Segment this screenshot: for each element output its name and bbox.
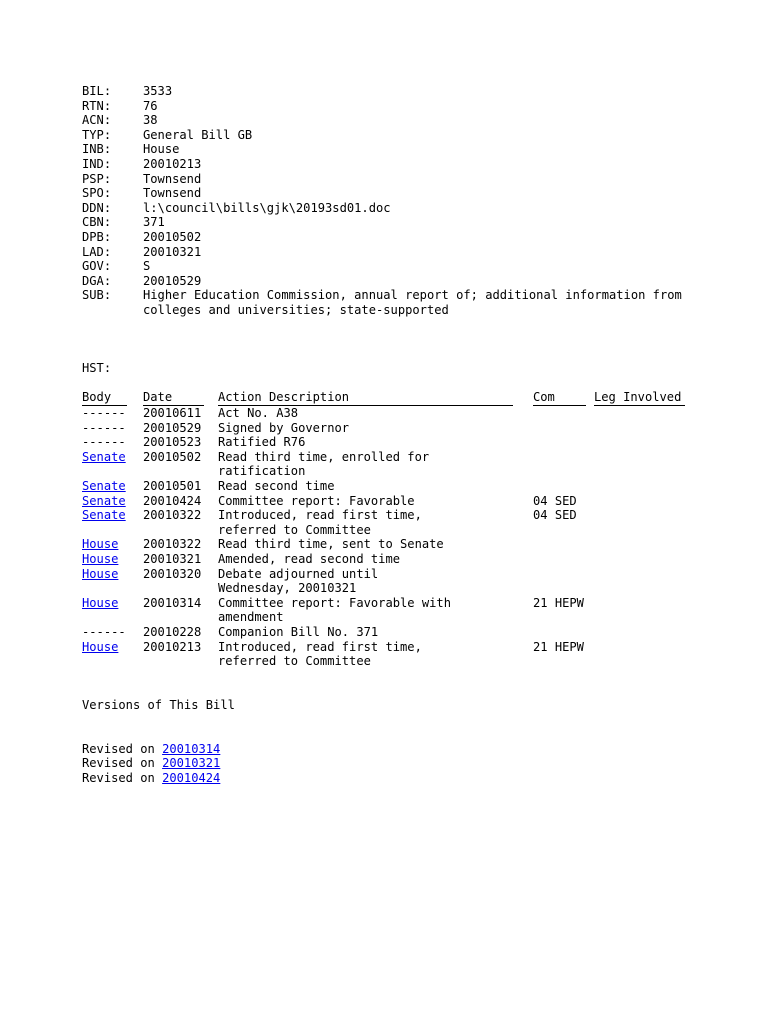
row-leg	[592, 406, 687, 421]
field-row	[82, 288, 722, 317]
row-date: 20010424	[143, 493, 202, 508]
row-description: Introduced, read first time, referred to Committee	[218, 508, 422, 537]
field-row	[82, 84, 722, 99]
row-com: 21 HEPW	[533, 595, 584, 610]
row-date: 20010228	[143, 624, 202, 639]
version-row	[82, 756, 722, 771]
field-value: 20010502	[143, 229, 202, 244]
body-link[interactable]: Senate	[82, 479, 126, 494]
row-date: 20010320	[143, 566, 202, 581]
row-date: 20010611	[143, 406, 202, 421]
row-com: 21 HEPW	[533, 639, 584, 654]
body-text: ------	[82, 406, 126, 421]
history-label: HST:	[82, 361, 112, 376]
row-leg	[592, 640, 687, 669]
row-description: Introduced, read first time, referred to Committee	[218, 639, 422, 669]
history-row	[80, 567, 687, 596]
row-description: Ratified R76	[218, 435, 306, 450]
field-row	[82, 157, 722, 172]
field-value: General Bill GB	[143, 127, 253, 142]
history-row	[80, 537, 687, 552]
body-link[interactable]: Senate	[82, 508, 126, 523]
row-com	[531, 435, 592, 450]
row-com	[531, 625, 592, 640]
history-row	[80, 552, 687, 567]
bill-fields	[82, 84, 722, 318]
field-key: LAD:	[82, 244, 112, 259]
row-com	[531, 567, 592, 596]
field-key: CBN:	[82, 215, 112, 230]
history-row	[80, 421, 687, 436]
header-body: Body	[82, 390, 112, 405]
field-key: SPO:	[82, 186, 112, 201]
row-description: Debate adjourned until Wednesday, 20010321	[218, 566, 379, 596]
row-date: 20010213	[143, 639, 202, 654]
row-leg	[592, 494, 687, 509]
field-value: S	[143, 259, 151, 274]
field-key: IND:	[82, 156, 112, 171]
row-com	[531, 406, 592, 421]
row-com	[531, 450, 592, 479]
versions-list	[82, 742, 722, 786]
row-date: 20010523	[143, 435, 202, 450]
row-date: 20010322	[143, 508, 202, 523]
row-description: Read third time, sent to Senate	[218, 537, 444, 552]
row-date: 20010501	[143, 479, 202, 494]
field-value: 76	[143, 98, 158, 113]
history-row	[80, 640, 687, 669]
field-key: DGA:	[82, 273, 112, 288]
row-date: 20010529	[143, 420, 202, 435]
field-row	[82, 245, 722, 260]
field-value: 20010529	[143, 273, 202, 288]
row-date: 20010314	[143, 595, 202, 610]
body-link[interactable]: House	[82, 552, 119, 566]
row-com	[531, 479, 592, 494]
row-date: 20010502	[143, 449, 202, 464]
row-com: 04 SED	[533, 508, 577, 523]
row-leg	[592, 567, 687, 596]
field-row	[82, 113, 722, 128]
version-prefix: Revised on	[82, 756, 155, 771]
row-com: 04 SED	[533, 493, 577, 508]
version-link[interactable]: 20010314	[162, 741, 221, 756]
field-value: House	[143, 142, 180, 157]
row-description: Companion Bill No. 371	[218, 624, 379, 639]
field-row	[82, 259, 722, 274]
field-value: Townsend	[143, 171, 202, 186]
header-leg: Leg Involved	[594, 390, 682, 405]
row-description: Amended, read second time	[218, 552, 401, 566]
field-value: 20010213	[143, 156, 202, 171]
row-description: Committee report: Favorable	[218, 493, 415, 508]
row-date: 20010322	[143, 537, 202, 552]
row-leg	[592, 625, 687, 640]
row-leg	[592, 508, 687, 537]
version-row	[82, 771, 722, 786]
field-row	[82, 274, 722, 289]
field-value: 3533	[143, 84, 173, 98]
body-text: ------	[82, 624, 126, 639]
history-row	[80, 494, 687, 509]
field-row	[82, 99, 722, 114]
row-leg	[592, 435, 687, 450]
field-key: INB:	[82, 142, 112, 157]
header-date: Date	[143, 390, 173, 405]
row-date: 20010321	[143, 552, 202, 566]
field-row	[82, 230, 722, 245]
field-value: Higher Education Commission, annual report of; additional information from colleges and universities; state-supported	[143, 288, 682, 317]
field-row	[82, 142, 722, 157]
body-text: ------	[82, 435, 126, 450]
field-key: GOV:	[82, 259, 112, 274]
history-row	[80, 450, 687, 479]
row-description: Read second time	[218, 479, 335, 494]
version-prefix: Revised on	[82, 741, 155, 756]
field-value: 371	[143, 215, 165, 230]
history-table	[80, 390, 687, 668]
row-leg	[592, 421, 687, 436]
history-row	[80, 435, 687, 450]
body-link[interactable]: Senate	[82, 493, 126, 508]
row-com	[531, 537, 592, 552]
version-row	[82, 742, 722, 757]
row-description: Act No. A38	[218, 406, 299, 421]
row-com	[531, 421, 592, 436]
body-text: ------	[82, 420, 126, 435]
row-leg	[592, 552, 687, 567]
row-description: Signed by Governor	[218, 420, 350, 435]
row-description: Read third time, enrolled for ratification	[218, 449, 430, 479]
row-leg	[592, 596, 687, 625]
field-key: PSP:	[82, 171, 112, 186]
versions-title: Versions of This Bill	[82, 697, 235, 712]
body-link[interactable]: House	[82, 566, 119, 581]
field-value: 20010321	[143, 244, 202, 259]
field-key: SUB:	[82, 288, 112, 303]
field-key: BIL:	[82, 84, 112, 98]
version-link[interactable]: 20010424	[162, 770, 221, 785]
history-row	[80, 479, 687, 494]
field-key: DPB:	[82, 229, 112, 244]
field-value: l:\council\bills\gjk\20193sd01.doc	[143, 200, 391, 215]
row-leg	[592, 450, 687, 479]
field-row	[82, 128, 722, 143]
row-leg	[592, 537, 687, 552]
field-row	[82, 172, 722, 187]
body-link[interactable]: House	[82, 537, 119, 552]
history-rows	[80, 406, 687, 669]
history-row	[80, 508, 687, 537]
version-link[interactable]: 20010321	[162, 756, 221, 771]
version-prefix: Revised on	[82, 770, 155, 785]
header-description: Action Description	[218, 390, 350, 405]
body-link[interactable]: House	[82, 639, 119, 654]
field-value: Townsend	[143, 186, 202, 201]
history-row	[80, 406, 687, 421]
row-com	[531, 552, 592, 567]
field-row	[82, 186, 722, 201]
history-header-row	[80, 390, 687, 405]
field-key: DDN:	[82, 200, 112, 215]
field-value: 38	[143, 113, 158, 128]
field-key: TYP:	[82, 127, 112, 142]
history-row	[80, 625, 687, 640]
row-leg	[592, 479, 687, 494]
body-link[interactable]: House	[82, 595, 119, 610]
field-row	[82, 215, 722, 230]
field-row	[82, 201, 722, 216]
row-description: Committee report: Favorable with amendment	[218, 595, 451, 625]
header-com: Com	[533, 390, 555, 405]
body-link[interactable]: Senate	[82, 449, 126, 464]
field-key: RTN:	[82, 98, 112, 113]
field-key: ACN:	[82, 113, 112, 128]
bill-document	[82, 84, 722, 786]
history-row	[80, 596, 687, 625]
